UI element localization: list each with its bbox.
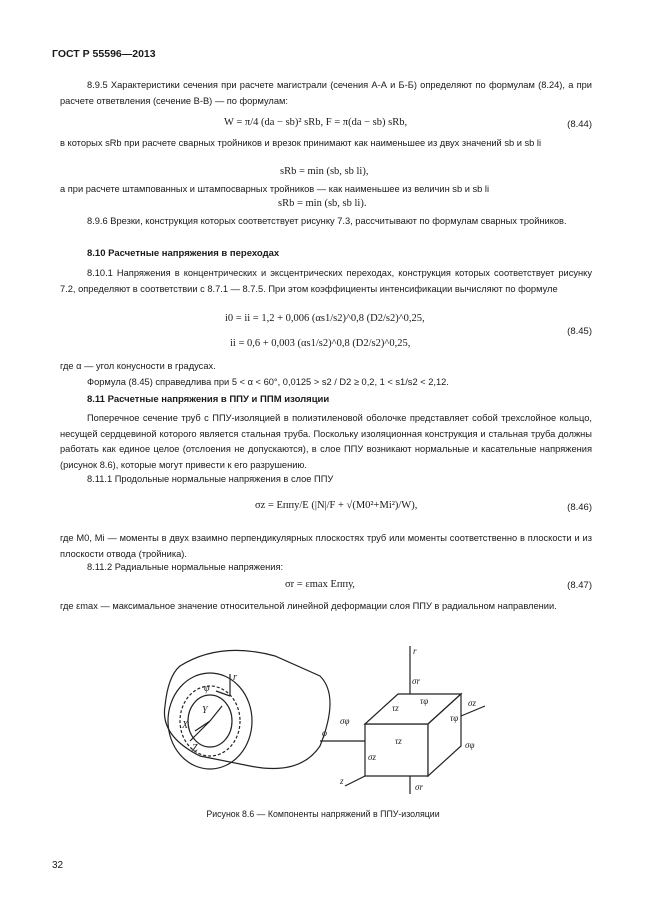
paragraph-8-11-1-b: где M0, Mi — моменты в двух взаимно перпендикулярных плоскостях труб или моменты соответственно в плоскости и из плоскости отвода (тройника). <box>60 533 592 559</box>
formula-8-47: σr = εmax Eппу, <box>285 579 355 590</box>
paragraph-alpha: где α — угол конусности в градусах. <box>60 361 216 371</box>
label-phi: φ <box>204 683 210 694</box>
section-heading-8-10: 8.10 Расчетные напряжения в переходах <box>87 248 280 259</box>
paragraph-8-11-2: 8.11.2 Радиальные нормальные напряжения: <box>87 562 284 572</box>
formula-8-46: σz = Eппу/E (|N|/F + √(M0²+Mi²)/W), <box>255 500 418 511</box>
equation-number-8-44: (8.44) <box>567 119 592 130</box>
formula-8-45-b: ii = 0,6 + 0,003 (αs1/s2)^0,8 (D2/s2)^0,25, <box>230 338 411 349</box>
paragraph-8-11-1: 8.11.1 Продольные нормальные напряжения в слое ППУ <box>87 474 334 484</box>
label-sigma-phi-right: σφ <box>465 740 475 750</box>
formula-8-44: W = π/4 (da − sb)² sRb, F = π(da − sb) sRb, <box>224 117 408 128</box>
label-y: Y <box>202 705 208 716</box>
label-sigma-r-top: σr <box>412 676 420 686</box>
equation-number-8-45: (8.45) <box>567 326 592 337</box>
formula-min-1: sRb = min (sb, sb li), <box>280 166 369 177</box>
label-sigma-phi-left: σφ <box>340 716 350 726</box>
equation-number-8-46: (8.46) <box>567 502 592 513</box>
label-sigma-z-right: σz <box>468 698 476 708</box>
label-x: X <box>182 720 189 731</box>
figure-caption: Рисунок 8.6 — Компоненты напряжений в ППУ-изоляции <box>206 809 440 819</box>
paragraph-validity: Формула (8.45) справедлива при 5 < α < 60°, 0,0125 > s2 / D2 ≥ 0,2, 1 < s1/s2 < 2,12. <box>87 377 449 387</box>
label-phi-cube: φ <box>322 728 327 738</box>
paragraph-8-9-5-b: в которых sRb при расчете сварных тройников и врезок принимают как наименьшее из двух значений sb и sb li <box>60 138 542 148</box>
label-r: r <box>233 672 237 683</box>
label-tau-z-face: τz <box>395 736 402 746</box>
stress-components-figure <box>150 636 490 796</box>
label-sigma-r-bottom: σr <box>415 782 423 792</box>
formula-min-2: sRb = min (sb, sb li). <box>278 198 367 209</box>
section-heading-8-11: 8.11 Расчетные напряжения в ППУ и ППМ изоляции <box>87 394 330 405</box>
label-tau-z-top: τz <box>392 703 399 713</box>
label-sigma-z-left: σz <box>368 752 376 762</box>
paragraph-8-11-2-b: где εmax — максимальное значение относительной линейной деформации слоя ППУ в радиальном направлении. <box>60 601 557 611</box>
paragraph-8-10-1: 8.10.1 Напряжения в концентрических и эксцентрических переходах, конструкция которых соответствует рисунку 7.2, определяют в соответствии с 8.7.1 — 8.7.5. При этом коэффициенты интенсификации вычисляют по формуле <box>60 268 592 294</box>
label-z-axis: Z <box>192 743 198 754</box>
label-tau-phi-right: τφ <box>450 713 459 723</box>
paragraph-8-9-5: 8.9.5 Характеристики сечения при расчете магистрали (сечения А-А и Б-Б) определяют по формулам (8.24), а при расчете ответвления (сечение В-В) — по формулам: <box>60 80 592 106</box>
page-number: 32 <box>52 860 64 871</box>
formula-8-45-a: i0 = ii = 1,2 + 0,006 (αs1/s2)^0,8 (D2/s2)^0,25, <box>225 313 425 324</box>
pipe-drawing <box>164 650 330 769</box>
equation-number-8-47: (8.47) <box>567 580 592 591</box>
paragraph-8-11: Поперечное сечение труб с ППУ-изоляцией в полиэтиленовой оболочке представляет собой трехслойное кольцо, несущей сердцевиной которого является стальная труба. Поскольку изоляционная конструкция и стальная труба должны работать как единое целое (отслоения не допускаются), в слое ППУ возникают нормальные и касательные напряжения (рисунок 8.6), которые могут привести к его разрушению. <box>60 413 592 470</box>
label-z-cube: z <box>340 776 344 786</box>
label-r-cube: r <box>413 646 417 656</box>
paragraph-8-9-5-c: а при расчете штампованных и штампосварных тройников — как наименьшее из величин sb и sb li <box>60 184 490 194</box>
document-header: ГОСТ Р 55596—2013 <box>52 48 156 60</box>
paragraph-8-9-6: 8.9.6 Врезки, конструкция которых соответствует рисунку 7.3, рассчитывают по формулам сварных тройников. <box>87 216 567 226</box>
label-tau-phi-top: τφ <box>420 696 429 706</box>
